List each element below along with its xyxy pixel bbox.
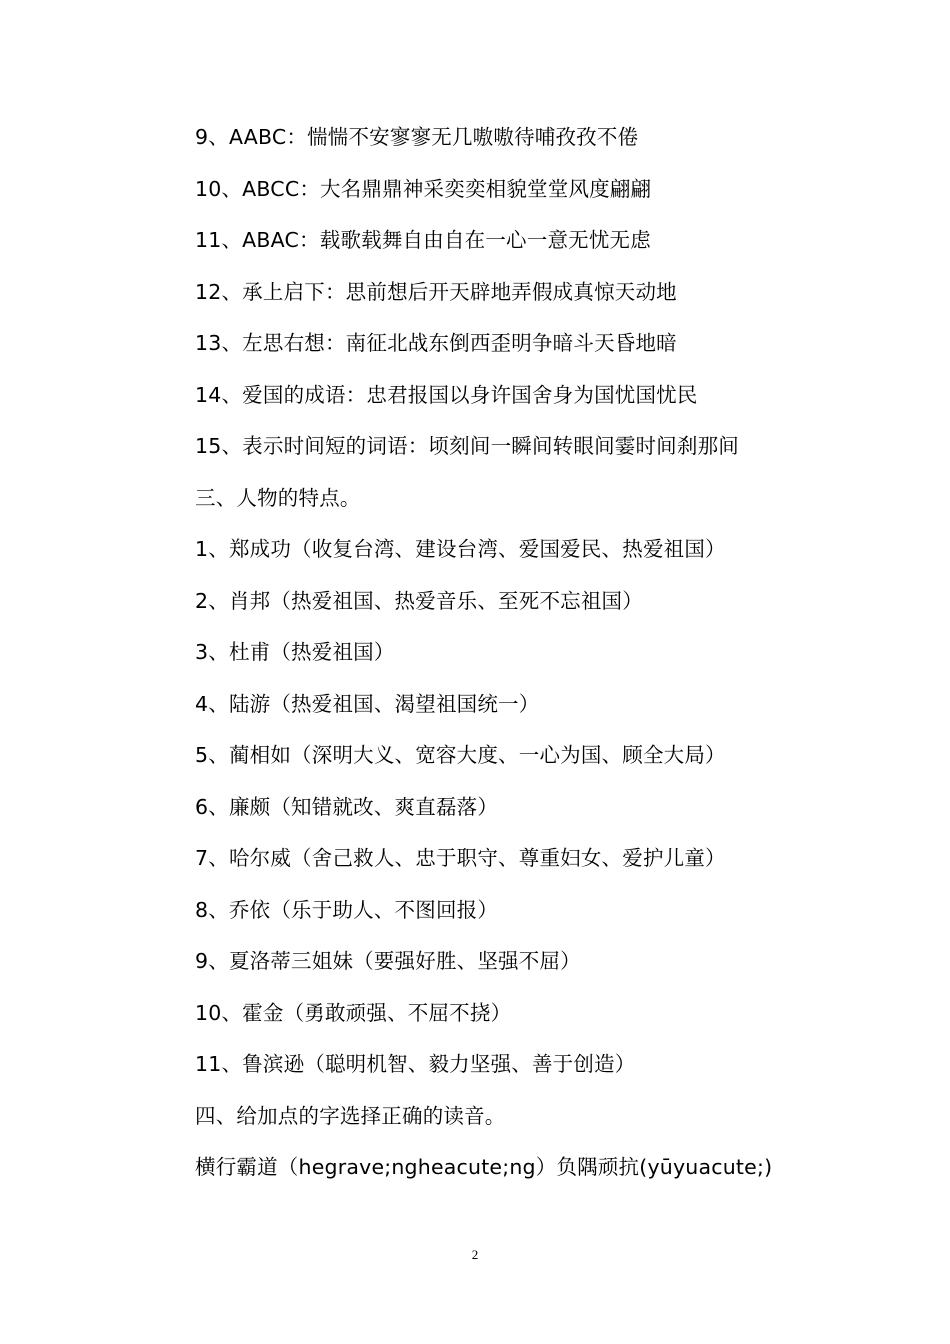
line-item: 10、ABCC：大名鼎鼎神采奕奕相貌堂堂风度翩翩 [195,176,652,201]
line-item: 4、陆游（热爱祖国、渴望祖国统一） [195,691,540,716]
line-item: 13、左思右想：南征北战东倒西歪明争暗斗天昏地暗 [195,331,677,355]
line-item: 8、乔依（乐于助人、不图回报） [195,897,499,922]
line-item: 9、夏洛蒂三姐妹（要强好胜、坚强不屈） [195,949,581,973]
line-item: 5、蔺相如（深明大义、宽容大度、一心为国、顾全大局） [195,743,726,767]
line-item: 10、霍金（勇敢顽强、不屈不挠） [195,1000,512,1025]
line-item: 3、杜甫（热爱祖国） [195,640,395,664]
line-item: 9、AABC：惴惴不安寥寥无几嗷嗷待哺孜孜不倦 [195,125,639,149]
line-item: 11、鲁滨逊（聪明机智、毅力坚强、善于创造） [195,1052,636,1076]
line-item: 7、哈尔威（舍己救人、忠于职守、尊重妇女、爱护儿童） [195,846,726,870]
content-lines [195,118,895,1200]
line-item: 15、表示时间短的词语：顷刻间一瞬间转眼间霎时间刹那间 [195,434,739,458]
line-item: 11、ABAC：载歌载舞自由自在一心一意无忧无虑 [195,228,651,252]
line-item: 12、承上启下：思前想后开天辟地弄假成真惊天动地 [195,279,677,304]
line-item: 14、爱国的成语：忠君报国以身许国舍身为国忧国忧民 [195,382,698,407]
line-item: 1、郑成功（收复台湾、建设台湾、爱国爱民、热爱祖国） [195,537,726,561]
section-heading: 三、人物的特点。 [195,485,361,510]
line-item: 2、肖邦（热爱祖国、热爱音乐、至死不忘祖国） [195,588,643,613]
line-item: 6、廉颇（知错就改、爽直磊落） [195,794,499,819]
section-heading: 四、给加点的字选择正确的读音。 [195,1103,506,1128]
page-number: 2 [471,1247,479,1262]
line-item: 横行霸道（hegrave;ngheacute;ng）负隅顽抗(yūyuacute;) [195,1155,773,1179]
